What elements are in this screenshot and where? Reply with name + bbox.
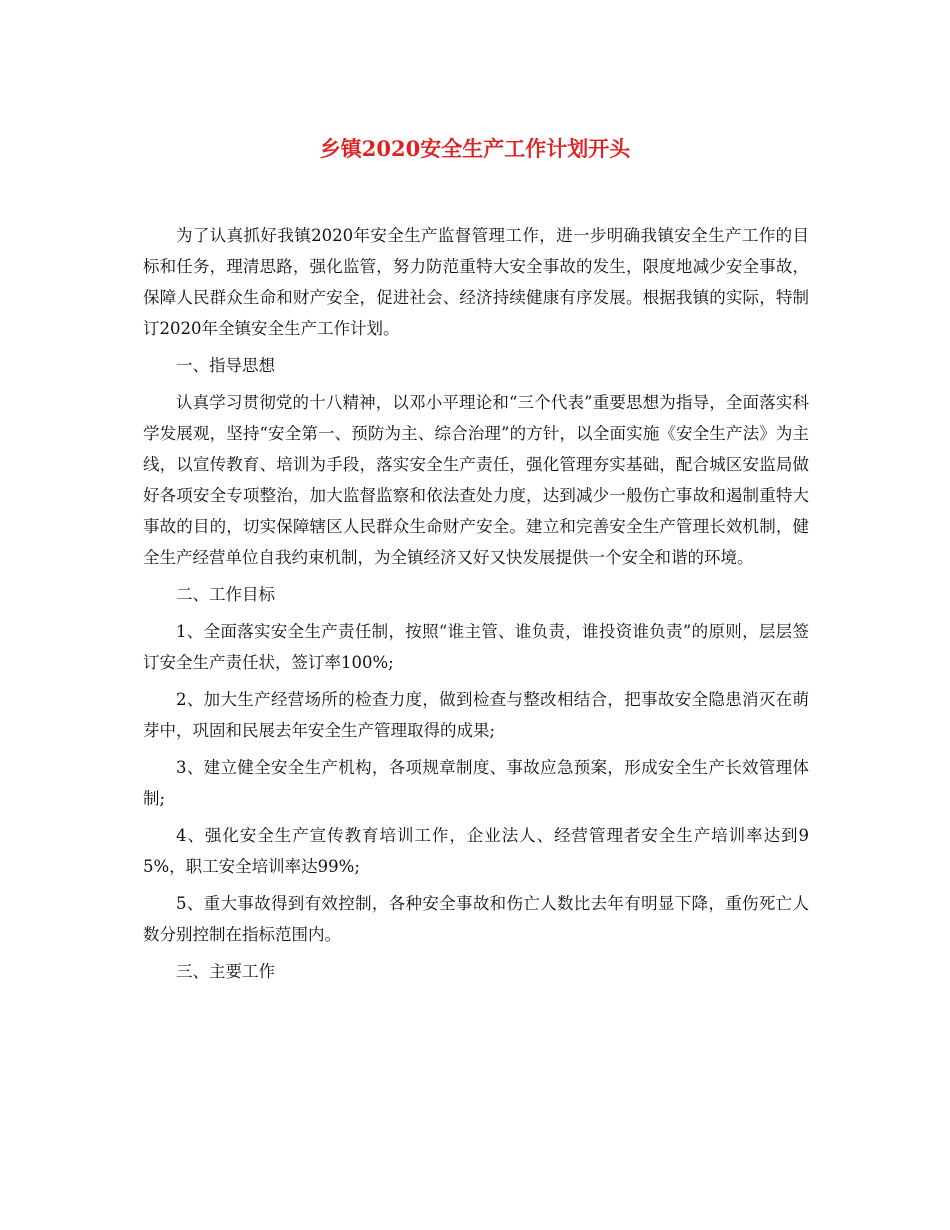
work-goal-item-1: 1、全面落实安全生产责任制，按照“谁主管、谁负责，谁投资谁负责”的原则，层层签订安全生产责任状，签订率100%;	[143, 622, 809, 672]
section-heading-guiding-ideology: 一、指导思想	[176, 356, 275, 375]
document-body	[143, 220, 809, 993]
guiding-ideology-paragraph: 认真学习贯彻党的十八精神，以邓小平理论和“三个代表”重要思想为指导，全面落实科学发展观，坚持“安全第一、预防为主、综合治理”的方针，以全面实施《安全生产法》为主线，以宣传教育、培训为手段，落实安全生产责任，强化管理夯实基础，配合城区安监局做好各项安全专项整治，加大监督监察和依法查处力度，达到减少一般伤亡事故和遏制重特大事故的目的，切实保障辖区人民群众生命财产安全。建立和完善安全生产管理长效机制，健全生产经营单位自我约束机制，为全镇经济又好又快发展提供一个安全和谐的环境。	[143, 393, 809, 567]
work-goal-item-2: 2、加大生产经营场所的检查力度，做到检查与整改相结合，把事故安全隐患消灭在萌芽中，巩固和民展去年安全生产管理取得的成果;	[143, 690, 809, 740]
work-goal-item-5: 5、重大事故得到有效控制，各种安全事故和伤亡人数比去年有明显下降，重伤死亡人数分别控制在指标范围内。	[143, 894, 809, 944]
section-heading-work-goals: 二、工作目标	[176, 585, 275, 604]
section-heading-main-work: 三、主要工作	[176, 962, 275, 981]
intro-paragraph: 为了认真抓好我镇2020年安全生产监督管理工作，进一步明确我镇安全生产工作的目标和任务，理清思路，强化监管，努力防范重特大安全事故的发生，限度地减少安全事故，保障人民群众生命和财产安全，促进社会、经济持续健康有序发展。根据我镇的实际，特制订2020年全镇安全生产工作计划。	[143, 226, 809, 338]
document-title: 乡镇2020安全生产工作计划开头	[319, 136, 631, 161]
work-goal-item-4: 4、强化安全生产宣传教育培训工作，企业法人、经营管理者安全生产培训率达到95%，职工安全培训率达99%;	[143, 826, 809, 876]
work-goal-item-3: 3、建立健全安全生产机构，各项规章制度、事故应急预案，形成安全生产长效管理体制;	[143, 758, 809, 808]
